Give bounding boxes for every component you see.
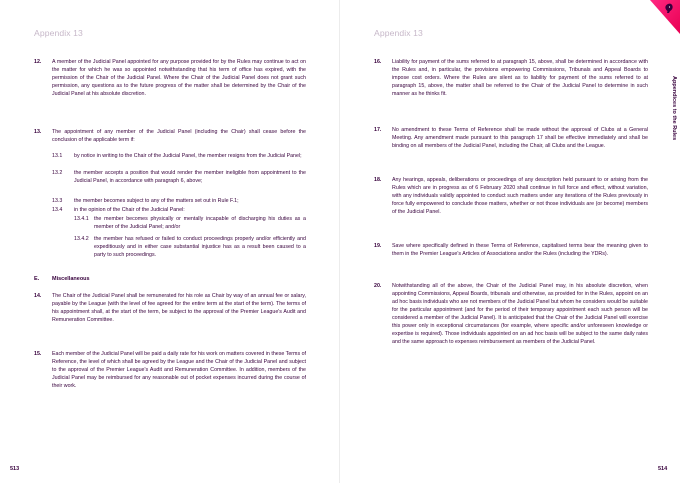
- paragraph-number: 19.: [374, 243, 382, 249]
- paragraph-13: [34, 128, 306, 148]
- section-title: Miscellaneous: [52, 276, 90, 282]
- right-page: [340, 0, 680, 483]
- paragraph-number: 17.: [374, 127, 382, 133]
- sub-item-text: the member accepts a position that would render the member ineligible from appointment to the Judicial Panel, in accordance with paragraph 6, above;: [74, 170, 306, 185]
- paragraph-number: 14.: [34, 293, 42, 299]
- paragraph-15: [34, 350, 306, 406]
- paragraph-16: [374, 58, 648, 116]
- sub-item-text: the member has refused or failed to conduct proceedings properly and/or efficiently and expeditiously and in either case substantial injustice has as a result been caused to a party to such proceedings.: [94, 236, 306, 259]
- sub-item-text: the member becomes subject to any of the matters set out in Rule F.1;: [74, 198, 239, 204]
- page-number: 513: [10, 466, 20, 472]
- sub-item-number: 13.3: [52, 198, 63, 204]
- paragraph-18: [374, 176, 648, 234]
- paragraph-number: 15.: [34, 351, 42, 357]
- paragraph-text: Each member of the Judicial Panel will be paid a daily rate for his work on matters covered in these Terms of Reference, the level of which shall be agreed by the League and the Chair of the Judicial Panel and subject to the approval of the Premier League's Audit and Remuneration Committee. In addition, members of the Judicial Panel may be reimbursed for any reasonable out of pocket expenses incurred during the course of their work.: [52, 351, 306, 390]
- sub-item-13-1: [52, 152, 306, 168]
- sub-item-text: the member becomes physically or mentally incapable of discharging his duties as a member of the Judicial Panel; and/or: [94, 216, 306, 231]
- paragraph-text: Liability for payment of the sums referred to at paragraph 15, above, shall be determined in accordance with the Rules and, in particular, the provisions empowering Commissions, Tribunals and Appeal Boards to impose cost orders. Where the Rules are silent as to liability for payment of the sums referred to at paragraph 15, above, the matter shall be referred to the Chair of the Judicial Panel to determine in such manner as he thinks fit.: [392, 59, 648, 98]
- side-tab-label: Appendices to the Rules: [671, 76, 677, 141]
- sub-item-13-4-1: [74, 215, 306, 231]
- paragraph-text: Notwithstanding all of the above, the Chair of the Judicial Panel may, in his absolute discretion, when appointing Commissions, Appeal Boards, tribunals and otherwise, as provided for in the Rules, appoint on an ad hoc basis individuals who are not members of the Judicial Panel but whom he considers would be suitable for the particular appointment (and for the period of their temporary appointment each such person will be considered a member of the Judicial Panel). It is anticipated that the Chair of the Judicial Panel will exercise this power only in exceptional circumstances (for example, where specific and/or unforeseen knowledge or expertise is required). Those individuals appointed on an ad hoc basis will be subject to the same daily rates and the same approach to expenses reimbursement as members of the Judicial Panel.: [392, 283, 648, 346]
- paragraph-20: [374, 282, 648, 392]
- section-letter: E.: [34, 276, 40, 282]
- paragraph-number: 12.: [34, 59, 42, 65]
- sub-item-text: in the opinion of the Chair of the Judicial Panel:: [74, 207, 185, 213]
- sub-item-text: by notice in writing to the Chair of the Judicial Panel, the member resigns from the Judicial Panel;: [74, 153, 302, 159]
- paragraph-text: A member of the Judicial Panel appointed for any purpose provided for by the Rules may continue to act on the matter for which he was so appointed notwithstanding that his term of office has expired, with the permission of the Chair of the Judicial Panel. Where the Chair of the Judicial Panel does not grant such permission, any questions as to the future progress of the matter shall be determined by the Chair of the Judicial Panel at his absolute discretion.: [52, 59, 306, 98]
- section-side-tab: [667, 76, 677, 206]
- paragraph-text: Save where specifically defined in these Terms of Reference, capitalised terms bear the meaning given to them in the Premier League's Articles of Associations and/or the Rules (including the YDRs).: [392, 243, 648, 258]
- paragraph-12: [34, 58, 306, 124]
- page-number: 514: [658, 466, 668, 472]
- appendix-label: Appendix 13: [34, 28, 83, 38]
- paragraph-number: 16.: [374, 59, 382, 65]
- paragraph-number: 20.: [374, 283, 382, 289]
- appendix-label: Appendix 13: [374, 28, 423, 38]
- sub-item-number: 13.4.1: [74, 216, 89, 222]
- paragraph-14: [34, 292, 306, 340]
- paragraph-number: 13.: [34, 129, 42, 135]
- sub-item-13-2: [52, 169, 306, 193]
- paragraph-text: Any hearings, appeals, deliberations or proceedings of any description held pursuant to or arising from the Rules which are in progress as of 6 February 2020 shall continue in full force and effect, without variation, with any individuals validly appointed to conduct such matters under any iterations of the Rules previously in force fully empowered to conclude those matters, whether or not those individuals are (or become) members of the Judicial Panel.: [392, 177, 648, 216]
- sub-item-13-4: [52, 206, 306, 214]
- paragraph-19: [374, 242, 648, 270]
- sub-item-number: 13.2: [52, 170, 63, 176]
- sub-item-13-4-2: [74, 235, 306, 259]
- sub-item-number: 13.4.2: [74, 236, 89, 242]
- sub-item-13-3: [52, 197, 306, 205]
- sub-item-number: 13.1: [52, 153, 63, 159]
- corner-accent-graphic: [610, 0, 680, 34]
- paragraph-text: No amendment to these Terms of Reference shall be made without the approval of Clubs at a General Meeting. Any amendment made pursuant to this paragraph 17 shall be effective immediately and shall be binding on all members of the Judicial Panel, including the Chair, all Clubs and the League.: [392, 127, 648, 150]
- paragraph-text: The appointment of any member of the Judicial Panel (including the Chair) shall cease before the conclusion of the applicable term if:: [52, 129, 306, 144]
- paragraph-text: The Chair of the Judicial Panel shall be remunerated for his role as Chair by way of an annual fee or salary, payable by the League (with the level of fee agreed for the entire term at the start of the term). The terms of his appointment shall, at the start of the term, be subject to the approval of the Premier League's Audit and Remuneration Committee.: [52, 293, 306, 324]
- sub-item-number: 13.4: [52, 207, 63, 213]
- paragraph-17: [374, 126, 648, 166]
- paragraph-number: 18.: [374, 177, 382, 183]
